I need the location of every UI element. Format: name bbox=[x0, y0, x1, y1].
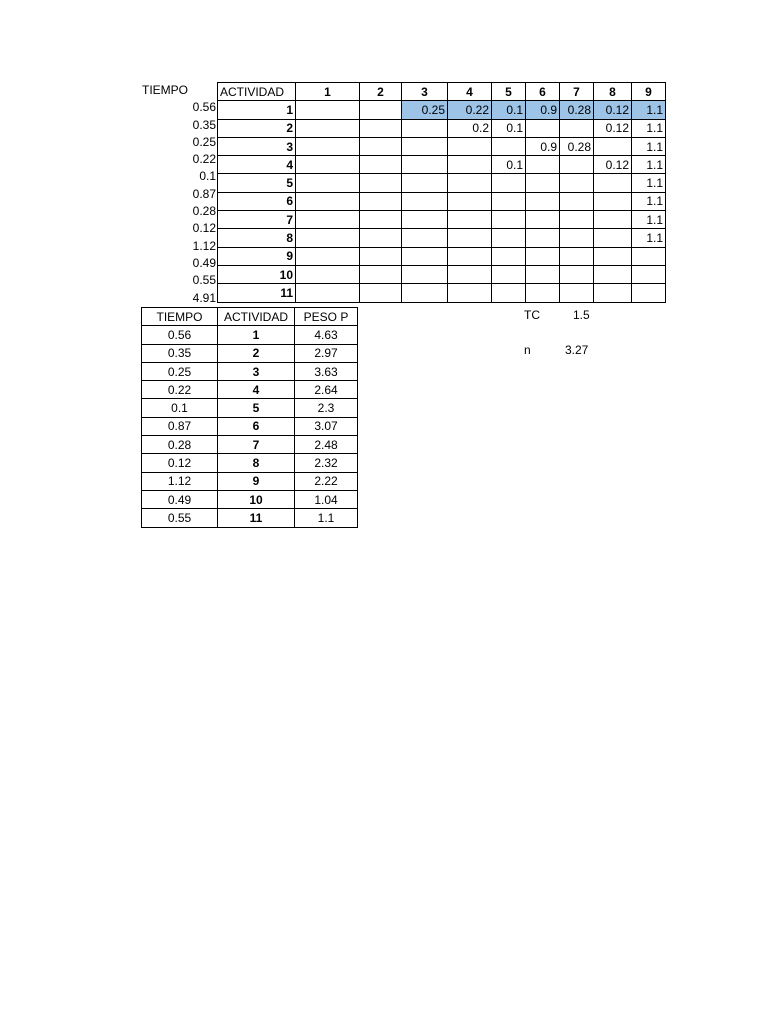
matrix-cell: 1.1 bbox=[632, 192, 666, 210]
matrix-cell bbox=[448, 174, 492, 192]
matrix-cell bbox=[560, 229, 594, 247]
matrix-cell bbox=[402, 119, 448, 137]
peso-column-header: ACTIVIDAD bbox=[218, 308, 295, 326]
matrix-cell: 0.12 bbox=[594, 101, 632, 119]
matrix-row bbox=[218, 211, 666, 229]
matrix-cell bbox=[296, 101, 360, 119]
peso-row bbox=[142, 326, 358, 344]
matrix-cell: 0.25 bbox=[402, 101, 448, 119]
actividad-cell: 4 bbox=[218, 156, 296, 174]
matrix-column-header: 5 bbox=[492, 83, 526, 101]
matrix-row bbox=[218, 284, 666, 302]
peso-tiempo-cell: 0.28 bbox=[142, 436, 218, 454]
matrix-cell bbox=[492, 284, 526, 302]
matrix-cell bbox=[526, 229, 560, 247]
matrix-cell bbox=[560, 265, 594, 283]
actividad-cell: 1 bbox=[218, 101, 296, 119]
peso-tiempo-cell: 0.35 bbox=[142, 344, 218, 362]
tiempo-cell: 1.12 bbox=[192, 238, 216, 253]
matrix-cell bbox=[296, 211, 360, 229]
matrix-cell bbox=[402, 174, 448, 192]
matrix-cell bbox=[296, 247, 360, 265]
actividad-cell: 5 bbox=[218, 174, 296, 192]
matrix-cell bbox=[526, 284, 560, 302]
matrix-cell bbox=[448, 156, 492, 174]
peso-tiempo-cell: 0.49 bbox=[142, 490, 218, 508]
matrix-cell bbox=[448, 137, 492, 155]
matrix-cell bbox=[492, 192, 526, 210]
matrix-cell bbox=[296, 265, 360, 283]
matrix-cell bbox=[594, 137, 632, 155]
matrix-cell bbox=[526, 156, 560, 174]
n-label: n bbox=[524, 343, 531, 357]
matrix-cell bbox=[296, 229, 360, 247]
tiempo-cell: 0.25 bbox=[192, 134, 216, 149]
matrix-cell: 0.28 bbox=[560, 101, 594, 119]
matrix-cell bbox=[560, 284, 594, 302]
matrix-cell: 1.1 bbox=[632, 229, 666, 247]
peso-actividad-cell: 6 bbox=[218, 417, 295, 435]
matrix-column-header: 7 bbox=[560, 83, 594, 101]
peso-actividad-cell: 10 bbox=[218, 490, 295, 508]
matrix-cell bbox=[560, 119, 594, 137]
peso-actividad-cell: 9 bbox=[218, 472, 295, 490]
tc-value: 1.5 bbox=[573, 308, 590, 322]
matrix-cell: 0.22 bbox=[448, 101, 492, 119]
matrix-cell bbox=[492, 247, 526, 265]
peso-tiempo-cell: 0.25 bbox=[142, 362, 218, 380]
matrix-row bbox=[218, 265, 666, 283]
matrix-cell bbox=[360, 119, 402, 137]
tiempo-cell: 0.28 bbox=[192, 204, 216, 219]
matrix-cell bbox=[526, 211, 560, 229]
peso-row bbox=[142, 509, 358, 527]
peso-value-cell: 3.07 bbox=[295, 417, 358, 435]
matrix-cell bbox=[360, 156, 402, 174]
matrix-cell bbox=[526, 119, 560, 137]
matrix-cell: 1.1 bbox=[632, 119, 666, 137]
peso-row bbox=[142, 436, 358, 454]
matrix-cell bbox=[402, 229, 448, 247]
peso-actividad-cell: 11 bbox=[218, 509, 295, 527]
matrix-row bbox=[218, 247, 666, 265]
tiempo-cell: 0.12 bbox=[192, 221, 216, 236]
matrix-column-header: 2 bbox=[360, 83, 402, 101]
actividad-cell: 6 bbox=[218, 192, 296, 210]
peso-tiempo-cell: 0.87 bbox=[142, 417, 218, 435]
matrix-cell bbox=[448, 211, 492, 229]
peso-actividad-cell: 8 bbox=[218, 454, 295, 472]
matrix-cell bbox=[492, 229, 526, 247]
matrix-cell: 0.1 bbox=[492, 156, 526, 174]
peso-row bbox=[142, 362, 358, 380]
matrix-cell: 0.28 bbox=[560, 137, 594, 155]
matrix-row bbox=[218, 119, 666, 137]
actividad-cell: 10 bbox=[218, 265, 296, 283]
matrix-column-header: 8 bbox=[594, 83, 632, 101]
matrix-cell bbox=[448, 229, 492, 247]
peso-column-header: TIEMPO bbox=[142, 308, 218, 326]
matrix-cell bbox=[360, 265, 402, 283]
tiempo-header: TIEMPO bbox=[142, 83, 189, 97]
matrix-row bbox=[218, 192, 666, 210]
matrix-cell bbox=[594, 265, 632, 283]
peso-row bbox=[142, 399, 358, 417]
matrix-cell bbox=[402, 137, 448, 155]
peso-tiempo-cell: 0.22 bbox=[142, 381, 218, 399]
matrix-cell bbox=[360, 211, 402, 229]
matrix-column-header: 4 bbox=[448, 83, 492, 101]
actividad-cell: 8 bbox=[218, 229, 296, 247]
matrix-cell bbox=[360, 174, 402, 192]
matrix-cell bbox=[492, 174, 526, 192]
tiempo-cell: 0.56 bbox=[192, 100, 216, 115]
matrix-cell: 1.1 bbox=[632, 156, 666, 174]
tiempo-total: 4.91 bbox=[192, 290, 216, 305]
peso-tiempo-cell: 0.1 bbox=[142, 399, 218, 417]
matrix-cell: 1.1 bbox=[632, 174, 666, 192]
matrix-cell bbox=[448, 265, 492, 283]
peso-value-cell: 2.48 bbox=[295, 436, 358, 454]
matrix-cell bbox=[560, 156, 594, 174]
peso-value-cell: 2.97 bbox=[295, 344, 358, 362]
matrix-row bbox=[218, 174, 666, 192]
matrix-cell bbox=[402, 284, 448, 302]
matrix-cell bbox=[594, 211, 632, 229]
peso-tiempo-cell: 0.56 bbox=[142, 326, 218, 344]
matrix-cell bbox=[402, 211, 448, 229]
actividad-cell: 3 bbox=[218, 137, 296, 155]
peso-value-cell: 3.63 bbox=[295, 362, 358, 380]
matrix-cell: 0.9 bbox=[526, 137, 560, 155]
matrix-column-header: 3 bbox=[402, 83, 448, 101]
matrix-cell bbox=[594, 192, 632, 210]
peso-row bbox=[142, 417, 358, 435]
matrix-cell bbox=[492, 265, 526, 283]
actividad-cell: 7 bbox=[218, 211, 296, 229]
peso-row bbox=[142, 344, 358, 362]
peso-value-cell: 1.04 bbox=[295, 490, 358, 508]
peso-row bbox=[142, 381, 358, 399]
matrix-cell bbox=[526, 265, 560, 283]
matrix-column-header: 9 bbox=[632, 83, 666, 101]
matrix-cell bbox=[560, 174, 594, 192]
peso-value-cell: 2.32 bbox=[295, 454, 358, 472]
matrix-cell bbox=[492, 137, 526, 155]
peso-row bbox=[142, 454, 358, 472]
matrix-cell: 0.1 bbox=[492, 119, 526, 137]
matrix-cell bbox=[632, 265, 666, 283]
tc-label: TC bbox=[524, 308, 540, 322]
matrix-cell bbox=[296, 284, 360, 302]
matrix-cell: 0.12 bbox=[594, 119, 632, 137]
peso-value-cell: 1.1 bbox=[295, 509, 358, 527]
matrix-cell: 0.1 bbox=[492, 101, 526, 119]
matrix-cell: 1.1 bbox=[632, 211, 666, 229]
matrix-cell bbox=[526, 247, 560, 265]
matrix-cell bbox=[402, 265, 448, 283]
precedence-matrix bbox=[217, 82, 666, 303]
matrix-row bbox=[218, 137, 666, 155]
matrix-cell bbox=[560, 211, 594, 229]
matrix-column-header: 1 bbox=[296, 83, 360, 101]
peso-tiempo-cell: 1.12 bbox=[142, 472, 218, 490]
peso-actividad-cell: 1 bbox=[218, 326, 295, 344]
matrix-cell bbox=[526, 192, 560, 210]
peso-actividad-cell: 2 bbox=[218, 344, 295, 362]
matrix-row bbox=[218, 101, 666, 119]
matrix-column-header: 6 bbox=[526, 83, 560, 101]
peso-tiempo-cell: 0.55 bbox=[142, 509, 218, 527]
matrix-cell bbox=[296, 137, 360, 155]
peso-actividad-cell: 4 bbox=[218, 381, 295, 399]
actividad-header: ACTIVIDAD bbox=[218, 83, 296, 101]
n-value: 3.27 bbox=[565, 343, 589, 357]
matrix-cell bbox=[296, 192, 360, 210]
matrix-cell: 0.9 bbox=[526, 101, 560, 119]
peso-table bbox=[141, 307, 358, 528]
matrix-cell bbox=[492, 211, 526, 229]
matrix-cell bbox=[360, 101, 402, 119]
matrix-cell bbox=[296, 174, 360, 192]
peso-column-header: PESO P bbox=[295, 308, 358, 326]
peso-actividad-cell: 7 bbox=[218, 436, 295, 454]
tiempo-cell: 0.22 bbox=[192, 152, 216, 167]
matrix-cell: 0.12 bbox=[594, 156, 632, 174]
matrix-cell bbox=[402, 192, 448, 210]
matrix-cell bbox=[594, 229, 632, 247]
matrix-cell bbox=[296, 119, 360, 137]
matrix-cell bbox=[448, 192, 492, 210]
peso-value-cell: 2.64 bbox=[295, 381, 358, 399]
matrix-cell bbox=[360, 229, 402, 247]
peso-value-cell: 2.22 bbox=[295, 472, 358, 490]
matrix-cell bbox=[448, 284, 492, 302]
matrix-cell bbox=[360, 247, 402, 265]
matrix-cell bbox=[594, 247, 632, 265]
matrix-cell bbox=[594, 284, 632, 302]
matrix-cell: 1.1 bbox=[632, 101, 666, 119]
peso-tiempo-cell: 0.12 bbox=[142, 454, 218, 472]
peso-actividad-cell: 5 bbox=[218, 399, 295, 417]
peso-row bbox=[142, 490, 358, 508]
matrix-row bbox=[218, 156, 666, 174]
matrix-cell bbox=[632, 284, 666, 302]
matrix-cell bbox=[360, 192, 402, 210]
matrix-cell bbox=[632, 247, 666, 265]
matrix-cell bbox=[594, 174, 632, 192]
matrix-cell bbox=[560, 192, 594, 210]
actividad-cell: 9 bbox=[218, 247, 296, 265]
peso-actividad-cell: 3 bbox=[218, 362, 295, 380]
matrix-cell bbox=[560, 247, 594, 265]
peso-header-row bbox=[142, 308, 358, 326]
matrix-cell bbox=[448, 247, 492, 265]
actividad-cell: 2 bbox=[218, 119, 296, 137]
peso-row bbox=[142, 472, 358, 490]
tiempo-cell: 0.35 bbox=[192, 117, 216, 132]
tiempo-column bbox=[142, 82, 218, 307]
peso-value-cell: 2.3 bbox=[295, 399, 358, 417]
matrix-cell bbox=[402, 247, 448, 265]
tiempo-cell: 0.1 bbox=[199, 169, 216, 184]
matrix-cell bbox=[526, 174, 560, 192]
tiempo-cell: 0.55 bbox=[192, 273, 216, 288]
matrix-cell: 1.1 bbox=[632, 137, 666, 155]
matrix-cell bbox=[360, 284, 402, 302]
matrix-cell: 0.2 bbox=[448, 119, 492, 137]
peso-value-cell: 4.63 bbox=[295, 326, 358, 344]
matrix-cell bbox=[296, 156, 360, 174]
tiempo-cell: 0.87 bbox=[192, 186, 216, 201]
tiempo-cell: 0.49 bbox=[192, 255, 216, 270]
matrix-row bbox=[218, 229, 666, 247]
actividad-cell: 11 bbox=[218, 284, 296, 302]
matrix-header-row bbox=[218, 83, 666, 101]
matrix-cell bbox=[402, 156, 448, 174]
matrix-cell bbox=[360, 137, 402, 155]
